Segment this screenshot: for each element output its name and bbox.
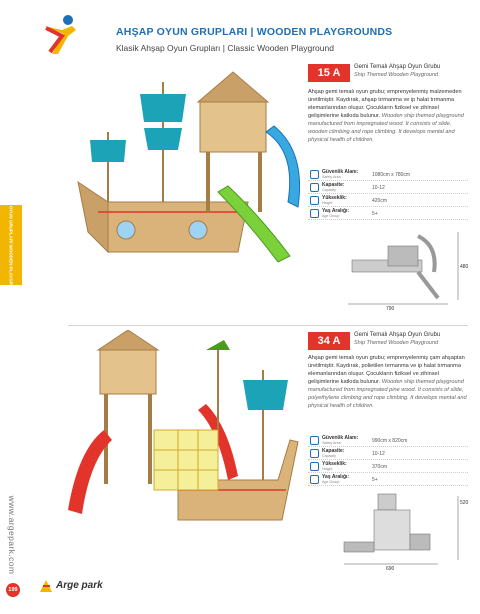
spec-label-en: Age Group <box>322 214 340 218</box>
safety-area-icon <box>310 436 319 445</box>
spec-table <box>308 168 468 220</box>
page-subtitle: Klasik Ahşap Oyun Grupları | Classic Wooden Playground <box>116 43 334 53</box>
ship-playground-image <box>68 62 300 262</box>
spec-value: 10-12 <box>372 185 385 191</box>
ship-playground-image <box>68 330 300 530</box>
spec-row-height <box>308 194 468 207</box>
spec-label-en: Capacity <box>322 188 336 192</box>
description-en: Wooden ship themed playground manufactured from impregnated pine wood. It consists of slide, polyethylene climbing and rope climbing. It develops mental and physical health of children. <box>308 379 467 409</box>
spec-label: Kapasite: <box>322 182 345 188</box>
spec-table <box>308 434 468 486</box>
website-link[interactable]: www.argepark.com <box>7 495 17 575</box>
spec-label-en: Age Group <box>322 480 340 484</box>
spec-label: Yaş Aralığı: <box>322 474 350 480</box>
spec-row-capacity <box>308 181 468 194</box>
technical-drawing <box>338 226 469 312</box>
plan-drawing <box>338 490 468 570</box>
page-number: 199 <box>6 583 20 597</box>
dimension-side: 520 <box>460 500 469 506</box>
age-group-icon <box>310 209 319 218</box>
dimension-bottom: 690 <box>386 566 395 572</box>
spec-label: Kapasite: <box>322 448 345 454</box>
page-header <box>36 10 476 60</box>
spec-label-en: Height <box>322 467 333 471</box>
side-tab-label: AHŞAP OYUN GRUPLARI WOODEN PLAYGROUNDS <box>8 188 14 302</box>
spec-label: Yükseklik: <box>322 461 347 467</box>
spec-row-safety <box>308 168 468 181</box>
description-en: Wooden ship themed playground manufactured from impregnated wood. It consists of slide, wooden climbing and rope climbing. It develops mental and physical health of children. <box>308 113 464 143</box>
section-side-tab <box>0 188 22 302</box>
spec-value: 990cm x 820cm <box>372 438 408 444</box>
capacity-icon <box>310 183 319 192</box>
product-title-en: Ship Themed Wooden Playground <box>354 72 439 78</box>
spec-label-en: Height <box>322 201 333 205</box>
spec-label: Güvenlik Alanı: <box>322 435 359 441</box>
description-tr: Ahşap gemi temalı oyun grubu; emprenyelenmiş malzemeden üretilmiştir. Kaydırak, ahşap tırmanma ve ip halat tırmanma elemanlarından oluşur. Çocukların fiziksel ve zihinsel gelişimlerine katkıda bulunur. <box>308 89 462 119</box>
product-code-badge: 34 A <box>308 332 350 350</box>
technical-drawing <box>338 490 468 570</box>
spec-label: Yükseklik: <box>322 195 347 201</box>
spec-value: 5+ <box>372 477 378 483</box>
spec-row-safety <box>308 434 468 447</box>
age-group-icon <box>310 475 319 484</box>
spec-label-en: Safety Area <box>322 175 341 179</box>
dimension-bottom: 790 <box>386 306 395 312</box>
spec-value: 370cm <box>372 464 388 470</box>
dimension-side: 480 <box>460 264 469 270</box>
spec-row-height <box>308 460 468 473</box>
product-title-en: Ship Themed Wooden Playground <box>354 340 439 346</box>
spec-label: Yaş Aralığı: <box>322 208 350 214</box>
spec-row-capacity <box>308 447 468 460</box>
height-icon <box>310 196 319 205</box>
spec-value: 10-12 <box>372 451 385 457</box>
spec-label-en: Safety Area <box>322 441 341 445</box>
product-code-badge: 15 A <box>308 64 350 82</box>
spec-row-age <box>308 473 468 486</box>
safety-area-icon <box>310 170 319 179</box>
capacity-icon <box>310 449 319 458</box>
spec-value: 5+ <box>372 211 378 217</box>
spec-label-en: Capacity <box>322 454 336 458</box>
height-icon <box>310 462 319 471</box>
product-description <box>308 354 468 410</box>
brand-logo-icon <box>42 14 78 56</box>
plan-drawing <box>338 226 468 306</box>
product-description <box>308 88 468 144</box>
page-title: AHŞAP OYUN GRUPLARI | WOODEN PLAYGROUNDS <box>116 26 393 38</box>
footer-brand: Arge park <box>56 580 103 591</box>
spec-value: 420cm <box>372 198 388 204</box>
product-title: Gemi Temalı Ahşap Oyun Grubu <box>354 64 441 70</box>
product-title: Gemi Temalı Ahşap Oyun Grubu <box>354 332 441 338</box>
spec-value: 1080cm x 780cm <box>372 172 411 178</box>
spec-label: Güvenlik Alanı: <box>322 169 359 175</box>
product-card-34a <box>68 330 472 575</box>
description-tr: Ahşap gemi temalı oyun grubu; emprenyelenmiş çam ahşaptan üretilmiştir. Kaydırak, polietilen tırmanma ve ip halat tırmanma elemanlarından oluşur. Çocukların fiziksel ve zihinsel gelişimlerine katkıda bulunur. <box>308 355 465 385</box>
section-divider <box>68 325 468 326</box>
product-card-15a <box>68 62 472 322</box>
spec-row-age <box>308 207 468 220</box>
